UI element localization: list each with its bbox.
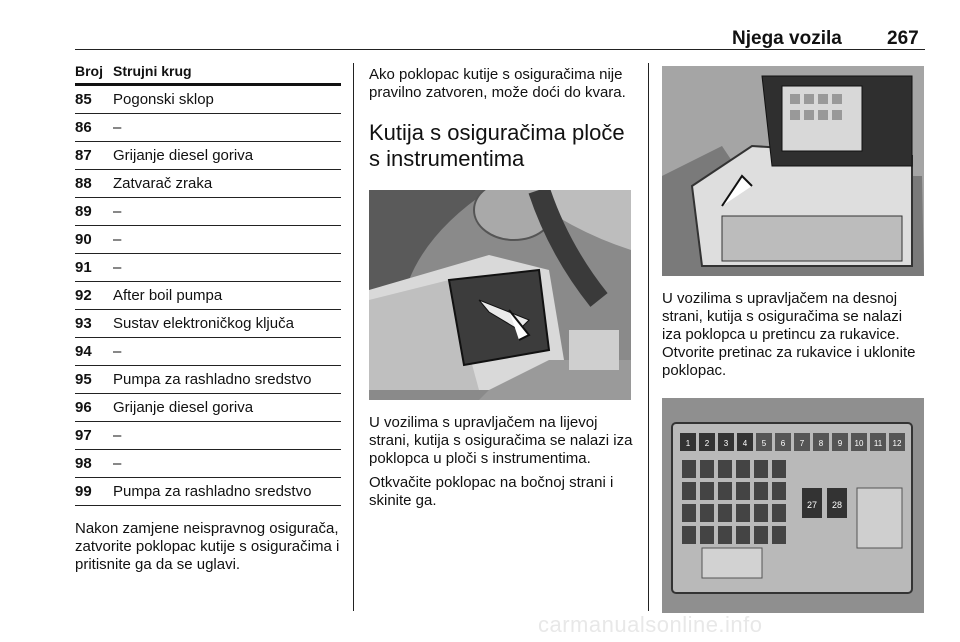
circuit-name: Pumpa za rashladno sredstvo — [113, 483, 312, 500]
intro-paragraph: Ako poklopac kutije s osiguračima nije pravilno zatvoren, može doći do kvara. — [369, 66, 626, 101]
fuse-slot-label: 11 — [873, 439, 883, 448]
fuse-slot — [682, 460, 696, 478]
fuse-slot — [718, 526, 732, 544]
circuit-name: After boil pumpa — [113, 287, 223, 304]
fuse-slot — [736, 504, 750, 522]
circuit-name: – — [113, 427, 122, 444]
fuse-slot-label: 5 — [761, 439, 767, 448]
fuse-slot — [718, 460, 732, 478]
table-row — [75, 338, 341, 366]
fuse-number: 91 — [75, 259, 92, 276]
fuse-number: 94 — [75, 343, 92, 360]
fuse-box-layout-illustration — [662, 398, 924, 613]
fuse-number: 89 — [75, 203, 92, 220]
fuse-slot — [736, 526, 750, 544]
fuse-slot — [682, 526, 696, 544]
fuse-slot — [700, 526, 714, 544]
fuse-slot — [772, 504, 786, 522]
circuit-name: – — [113, 203, 122, 220]
fuse-slot — [682, 504, 696, 522]
fuse-slot-label: 4 — [742, 439, 748, 448]
table-header — [75, 63, 341, 83]
circuit-name: Zatvarač zraka — [113, 175, 213, 192]
fuse-slot — [682, 482, 696, 500]
table-row — [75, 422, 341, 450]
fuse-27-label: 27 — [806, 500, 818, 510]
fuse-number: 97 — [75, 427, 92, 444]
fuse-slot — [718, 504, 732, 522]
instrument-panel-column — [369, 66, 633, 510]
fuse-number: 95 — [75, 371, 92, 388]
table-row — [75, 198, 341, 226]
watermark: carmanualsonline.info — [538, 612, 763, 637]
fuse-number: 90 — [75, 231, 92, 248]
column-header-number: Broj — [75, 63, 103, 79]
table-row — [75, 310, 341, 338]
table-row — [75, 114, 341, 142]
fuse-number: 99 — [75, 483, 92, 500]
circuit-name: – — [113, 259, 122, 276]
instrument-panel-cover-illustration — [369, 190, 631, 400]
circuit-name: – — [113, 231, 122, 248]
circuit-name: Grijanje diesel goriva — [113, 147, 254, 164]
table-row — [75, 366, 341, 394]
table-row — [75, 450, 341, 478]
column-divider — [353, 63, 354, 611]
circuit-name: – — [113, 455, 122, 472]
column-divider — [648, 63, 649, 611]
rhd-paragraph: U vozilima s upravljačem na desnoj strani, kutija s osiguračima se nalazi iza poklopca u pretincu za rukavice. Otvorite pretinac za rukavice i uklonite poklopac. — [662, 290, 916, 379]
fuse-number: 85 — [75, 91, 92, 108]
fuse-slot-label: 8 — [818, 439, 824, 448]
table-row — [75, 282, 341, 310]
fuse-slot — [754, 460, 768, 478]
fuse-slot — [700, 460, 714, 478]
fuse-28-label: 28 — [831, 500, 843, 510]
fuse-slot-label: 9 — [837, 439, 843, 448]
fuse-slot — [754, 504, 768, 522]
fuse-table-column — [75, 63, 341, 574]
fuse-slot-label: 10 — [854, 439, 864, 448]
fuse-slot-label: 7 — [799, 439, 805, 448]
fuse-slot-label: 3 — [723, 439, 729, 448]
fuse-number: 93 — [75, 315, 92, 332]
circuit-name: – — [113, 119, 122, 136]
fuse-slot — [754, 482, 768, 500]
fuse-slot-label: 6 — [780, 439, 786, 448]
fuse-slot — [736, 482, 750, 500]
remove-cover-paragraph: Otkvačite poklopac na bočnoj strani i skinite ga. — [369, 474, 614, 509]
glovebox-column — [662, 66, 924, 613]
table-row — [75, 394, 341, 422]
circuit-name: – — [113, 343, 122, 360]
fuse-slot-label: 2 — [704, 439, 710, 448]
circuit-name: Grijanje diesel goriva — [113, 399, 254, 416]
fuse-slot — [772, 460, 786, 478]
circuit-name: Sustav elektroničkog ključa — [113, 315, 294, 332]
fuse-slot — [736, 460, 750, 478]
table-row — [75, 86, 341, 114]
fuse-number: 87 — [75, 147, 92, 164]
page-number: 267 — [887, 28, 919, 49]
header-rule — [75, 49, 925, 50]
fuse-slot-label: 1 — [685, 439, 691, 448]
running-header-title: Njega vozila — [732, 28, 842, 49]
fuse-slot-label: 12 — [892, 439, 902, 448]
fuse-number: 96 — [75, 399, 92, 416]
fuse-number: 92 — [75, 287, 92, 304]
fuse-number: 88 — [75, 175, 92, 192]
table-row — [75, 170, 341, 198]
closing-note: Nakon zamjene neispravnog osigurača, zatvorite poklopac kutije s osiguračima i pritisnite ga da se uglavi. — [75, 520, 340, 573]
table-row — [75, 254, 341, 282]
circuit-name: Pogonski sklop — [113, 91, 214, 108]
fuse-slot — [718, 482, 732, 500]
fuse-slot — [700, 482, 714, 500]
table-row — [75, 478, 341, 506]
lhd-paragraph: U vozilima s upravljačem na lijevoj strani, kutija s osiguračima se nalazi iza poklopca u ploči s instrumentima. — [369, 414, 633, 467]
table-row — [75, 226, 341, 254]
fuse-number: 98 — [75, 455, 92, 472]
glovebox-illustration — [662, 66, 924, 276]
fuse-table-body — [75, 86, 341, 506]
column-header-circuit: Strujni krug — [113, 63, 192, 79]
section-heading: Kutija s osiguračima ploče s instrumentima — [369, 120, 625, 171]
fuse-slot — [772, 482, 786, 500]
circuit-name: Pumpa za rashladno sredstvo — [113, 371, 312, 388]
fuse-slot — [772, 526, 786, 544]
fuse-number: 86 — [75, 119, 92, 136]
fuse-slot — [700, 504, 714, 522]
table-row — [75, 142, 341, 170]
fuse-slot — [754, 526, 768, 544]
